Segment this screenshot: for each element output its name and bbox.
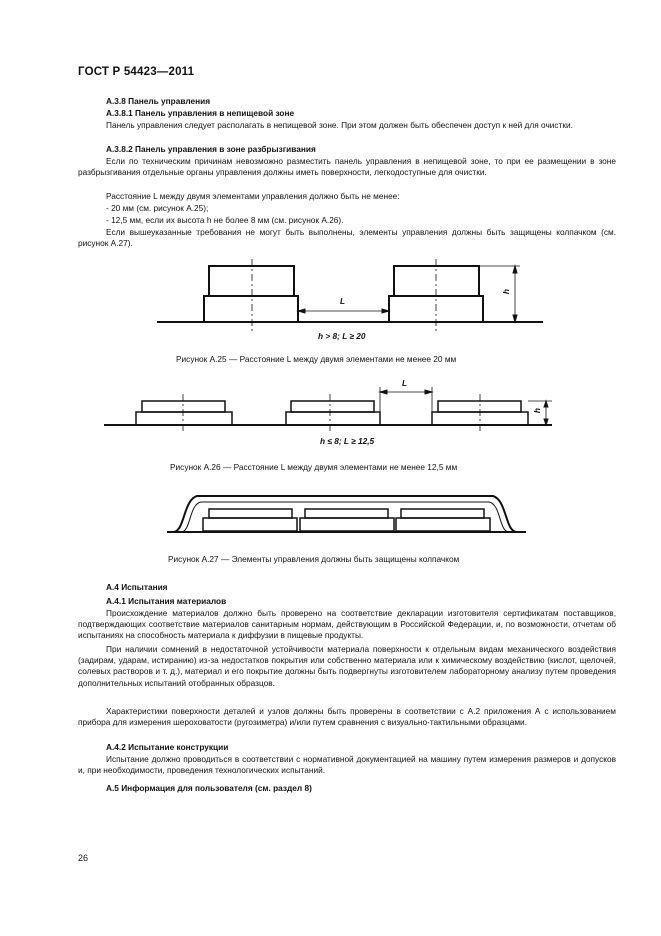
- section-a38-heading: А.3.8 Панель управления: [106, 96, 211, 106]
- fig26-condition: h ≤ 8; L ≥ 12,5: [320, 436, 375, 446]
- paragraph-a382-3: Если вышеуказанные требования не могут быть выполнены, элементы управления должны быть защищены колпачком (см. рисунок А.27).: [78, 227, 616, 249]
- list-item-1: - 20 мм (см. рисунок А.25);: [106, 203, 209, 213]
- fig26-label-h: h: [531, 408, 542, 414]
- paragraph-a382-1: Если по техническим причинам невозможно разместить панель управления в непищевой зоне, то при ее размещении в зоне разбрызгивания отдельные органы управления должны иметь поверхности, легкодоступные для очистки.: [78, 156, 616, 178]
- section-a382-heading: А.3.8.2 Панель управления в зоне разбрызгивания: [106, 144, 316, 154]
- fig25-condition: h > 8; L ≥ 20: [318, 331, 366, 341]
- section-a42-heading: А.4.2 Испытание конструкции: [106, 742, 229, 752]
- fig25-caption: Рисунок А.25 — Расстояние L между двумя элементами не менее 20 мм: [176, 354, 457, 364]
- document-header: ГОСТ Р 54423—2011: [78, 66, 195, 78]
- section-a41-heading: А.4.1 Испытания материалов: [106, 596, 227, 606]
- list-item-2: - 12,5 мм, если их высота h не более 8 мм (см. рисунок А.26).: [106, 215, 344, 225]
- page-number: 26: [78, 853, 89, 863]
- fig27-caption: Рисунок А.27 — Элементы управления должны быть защищены колпачком: [168, 554, 460, 564]
- fig25-label-L: L: [340, 296, 346, 306]
- fig25-label-h: h: [500, 289, 511, 295]
- section-a5-heading: А.5 Информация для пользователя (см. раздел 8): [106, 783, 312, 793]
- section-a4-heading: А.4 Испытания: [106, 582, 168, 592]
- section-a381-heading: А.3.8.1 Панель управления в непищевой зоне: [106, 108, 295, 118]
- paragraph-a41-1: Происхождение материалов должно быть проверено на соответствие декларации изготовителя сертификатам поставщиков, подтверждающих соответствие материалов санитарным нормам, действующим в Российской Федерации, и, по возможности, отчетам об испытаниях на способность материала к диффузии в пищевые продукты.: [78, 608, 616, 641]
- paragraph-a41-2: При наличии сомнений в недостаточной устойчивости материала поверхности к отдельным видам механического воздействия (задирам, ударам, истиранию) из-за недостатков покрытия или собственно материала или к химическому воздействию (кислот, щелочей, солевых растворов и т. д.), материал и его покрытие должны быть подвергнуты изготовителем лабораторному анализу путем проведения дополнительных испытаний отобранных образцов.: [78, 644, 616, 688]
- fig26-caption: Рисунок А.26 — Расстояние L между двумя элементами не менее 12,5 мм: [170, 462, 458, 472]
- paragraph-a42: Испытание должно проводиться в соответствии с нормативной документацией на машину путем измерения размеров и допусков и, при необходимости, проведения технологических испытаний.: [78, 754, 616, 776]
- paragraph-a382-2: Расстояние L между двумя элементами управления должно быть не менее:: [106, 191, 400, 201]
- paragraph-a41-3: Характеристики поверхности деталей и узлов должны быть проверены в соответствии с А.2 приложения А с использованием прибора для измерения шероховатости (ругозиметра) и/или путем сравнения с визуально-тактильными образцами.: [78, 706, 616, 728]
- paragraph-a381: Панель управления следует располагать в непищевой зоне. При этом должен быть обеспечен доступ к ней для очистки.: [106, 120, 573, 130]
- fig26-label-L: L: [402, 378, 408, 388]
